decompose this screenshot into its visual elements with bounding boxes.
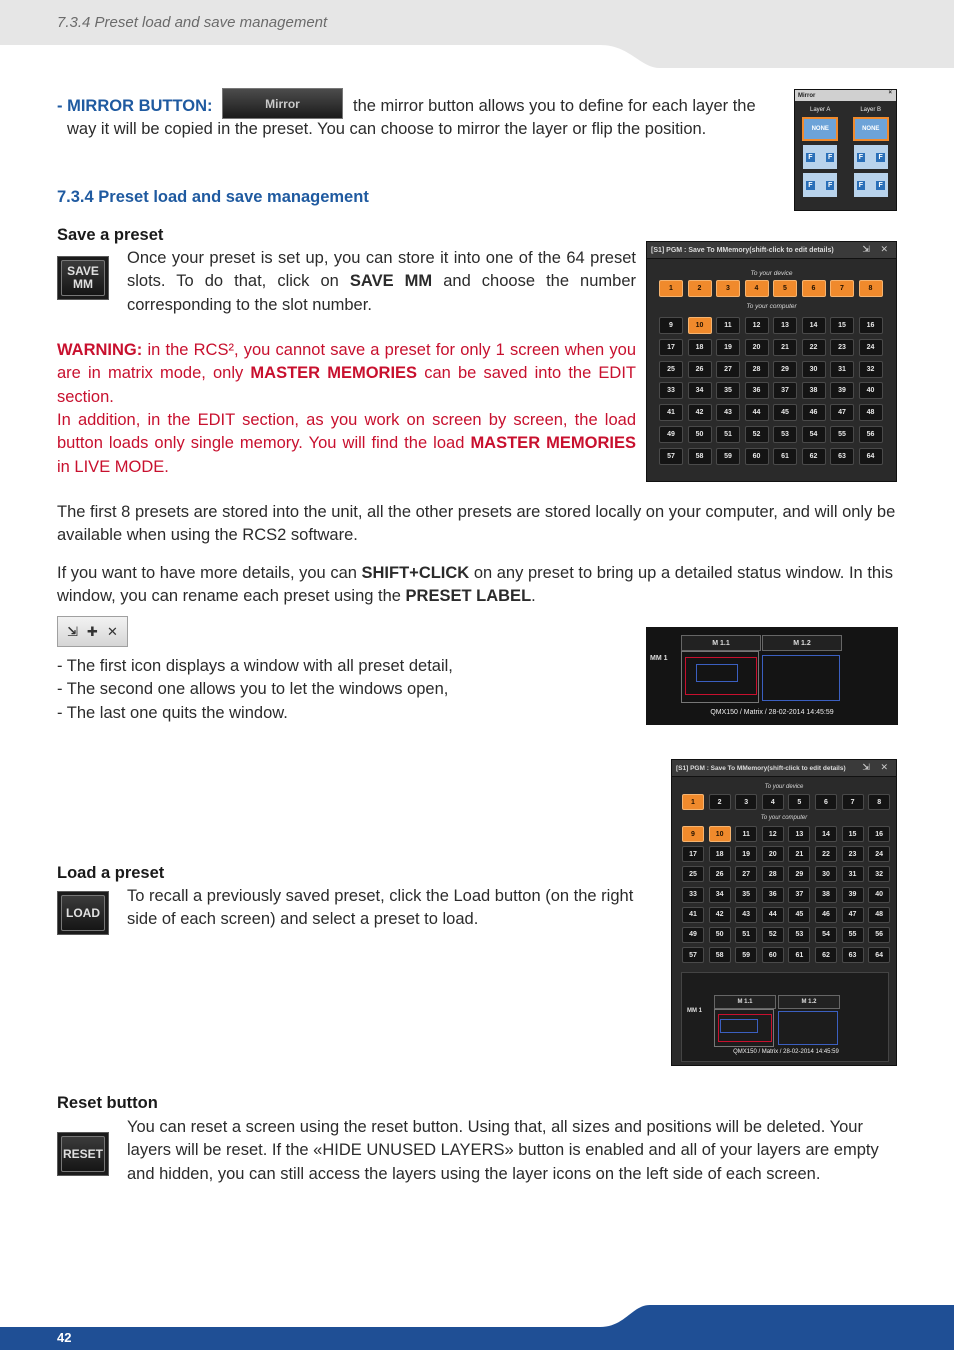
preset-slot-9[interactable]: 9 bbox=[682, 826, 704, 842]
preset-slot-47[interactable]: 47 bbox=[842, 907, 864, 923]
mm-cell-2 bbox=[762, 655, 840, 701]
mm-col1-header: M 1.1 bbox=[681, 635, 761, 651]
preset-slot-3[interactable]: 3 bbox=[735, 794, 757, 810]
preset-slot-31[interactable]: 31 bbox=[830, 361, 854, 378]
preset-slot-20[interactable]: 20 bbox=[762, 846, 784, 862]
preset-slot-35[interactable]: 35 bbox=[716, 382, 740, 399]
save-window-titlebar bbox=[647, 242, 896, 259]
preset-slot-22[interactable]: 22 bbox=[802, 339, 826, 356]
preset-slot-30[interactable]: 30 bbox=[802, 361, 826, 378]
preset-slot-28[interactable]: 28 bbox=[745, 361, 769, 378]
save-title: Save a preset bbox=[57, 226, 164, 244]
preset-slot-52[interactable]: 52 bbox=[762, 927, 784, 943]
preset-slot-64[interactable]: 64 bbox=[859, 448, 883, 465]
preset-slot-27[interactable]: 27 bbox=[716, 361, 740, 378]
preset-slot-38[interactable]: 38 bbox=[815, 887, 837, 903]
load-title: Load a preset bbox=[57, 864, 165, 882]
preset-slot-16[interactable]: 16 bbox=[859, 317, 883, 334]
preset-slot-56[interactable]: 56 bbox=[859, 426, 883, 443]
detail-icon[interactable]: ⇲ bbox=[67, 623, 79, 639]
preset-slot-40[interactable]: 40 bbox=[868, 887, 890, 903]
preset-slot-53[interactable]: 53 bbox=[788, 927, 810, 943]
preset-slot-2[interactable]: 2 bbox=[709, 794, 731, 810]
preset-slot-16[interactable]: 16 bbox=[868, 826, 890, 842]
preset-slot-10[interactable]: 10 bbox=[709, 826, 731, 842]
reset-text: You can reset a screen using the reset button. Using that, all sizes and positions will be deleted. Your layers will be reset. If the «HIDE UNUSED LAYERS» button is enabled and all of your layers are empty and hidden, you can still access the layers using the layer icons on the left side of each screen. bbox=[127, 1118, 879, 1183]
preset-slot-11[interactable]: 11 bbox=[735, 826, 757, 842]
preset-slot-39[interactable]: 39 bbox=[830, 382, 854, 399]
preset-slot-36[interactable]: 36 bbox=[745, 382, 769, 399]
preset-slot-35[interactable]: 35 bbox=[735, 887, 757, 903]
preset-slot-60[interactable]: 60 bbox=[745, 448, 769, 465]
preset-slot-25[interactable]: 25 bbox=[659, 361, 683, 378]
preset-slot-32[interactable]: 32 bbox=[859, 361, 883, 378]
preset-slot-22[interactable]: 22 bbox=[815, 846, 837, 862]
preset-slot-59[interactable]: 59 bbox=[735, 947, 757, 963]
reset-title: Reset button bbox=[57, 1094, 158, 1112]
mirror-button bbox=[222, 88, 343, 119]
preset-slot-42[interactable]: 42 bbox=[688, 404, 712, 421]
preset-slot-54[interactable]: 54 bbox=[815, 927, 837, 943]
preset-slot-12[interactable]: 12 bbox=[762, 826, 784, 842]
preset-slot-37[interactable]: 37 bbox=[788, 887, 810, 903]
preset-slot-41[interactable]: 41 bbox=[682, 907, 704, 923]
mm-cell-1 bbox=[714, 1009, 774, 1047]
flip-icon: F bbox=[858, 153, 864, 161]
reset-button-label: RESET bbox=[62, 1146, 103, 1161]
preset-slot-62[interactable]: 62 bbox=[802, 448, 826, 465]
load-button-label: LOAD bbox=[66, 905, 100, 920]
mirror-window bbox=[794, 89, 897, 211]
to-device-caption: To your device bbox=[750, 270, 793, 277]
flip-icon: F bbox=[878, 181, 883, 189]
mirror-text-line2: way it will be copied in the preset. You can choose to mirror the layer or flip the position. bbox=[67, 120, 707, 138]
mirror-flip-b2[interactable] bbox=[854, 173, 888, 197]
save-mm-button bbox=[57, 256, 109, 300]
preset-slot-14[interactable]: 14 bbox=[802, 317, 826, 334]
mirror-flip-a1[interactable] bbox=[803, 145, 837, 169]
computer-slot-grid bbox=[682, 826, 896, 963]
preset-slot-29[interactable]: 29 bbox=[773, 361, 797, 378]
save-window-detail-title: [S1] PGM : Save To MMemory(shift-click to edit details) bbox=[676, 764, 846, 772]
paragraph-shift-click: If you want to have more details, you can SHIFT+CLICK on any preset to bring up a detailed status window. In this window, you can rename each preset using the PRESET LABEL. bbox=[57, 564, 893, 606]
mm-col2-header: M 1.2 bbox=[762, 635, 842, 651]
save-text: Once your preset is set up, you can store it into one of the 64 preset slots. To do that, click on SAVE MM and choose the number corresponding to the slot number. bbox=[127, 249, 637, 314]
mirror-none-button-a[interactable]: NONE bbox=[802, 117, 838, 141]
preset-slot-47[interactable]: 47 bbox=[830, 404, 854, 421]
to-computer-caption: To your computer bbox=[760, 815, 808, 821]
preset-slot-62[interactable]: 62 bbox=[815, 947, 837, 963]
preset-slot-26[interactable]: 26 bbox=[709, 866, 731, 882]
preset-slot-20[interactable]: 20 bbox=[745, 339, 769, 356]
preset-slot-1[interactable]: 1 bbox=[682, 794, 704, 810]
preset-slot-9[interactable]: 9 bbox=[659, 317, 683, 334]
mm-col1-header: M 1.1 bbox=[714, 995, 776, 1009]
mm-cell-1 bbox=[681, 651, 759, 703]
preset-slot-28[interactable]: 28 bbox=[762, 866, 784, 882]
preset-slot-10[interactable]: 10 bbox=[688, 317, 712, 334]
preset-slot-42[interactable]: 42 bbox=[709, 907, 731, 923]
preset-slot-60[interactable]: 60 bbox=[762, 947, 784, 963]
window-tool-strip bbox=[57, 616, 128, 647]
preset-slot-23[interactable]: 23 bbox=[842, 846, 864, 862]
preset-slot-57[interactable]: 57 bbox=[659, 448, 683, 465]
mm-row-label: MM 1 bbox=[687, 1008, 702, 1014]
preset-slot-56[interactable]: 56 bbox=[868, 927, 890, 943]
preset-slot-61[interactable]: 61 bbox=[788, 947, 810, 963]
preset-slot-37[interactable]: 37 bbox=[773, 382, 797, 399]
preset-slot-40[interactable]: 40 bbox=[859, 382, 883, 399]
icon-list-item: - The last one quits the window. bbox=[57, 703, 288, 722]
preset-slot-54[interactable]: 54 bbox=[802, 426, 826, 443]
preset-slot-39[interactable]: 39 bbox=[842, 887, 864, 903]
preset-slot-44[interactable]: 44 bbox=[745, 404, 769, 421]
preset-slot-13[interactable]: 13 bbox=[788, 826, 810, 842]
preset-slot-51[interactable]: 51 bbox=[735, 927, 757, 943]
device-slot-grid bbox=[659, 280, 896, 297]
to-computer-caption: To your computer bbox=[746, 303, 797, 310]
preset-slot-6[interactable]: 6 bbox=[815, 794, 837, 810]
preset-slot-5[interactable]: 5 bbox=[788, 794, 810, 810]
preset-slot-15[interactable]: 15 bbox=[842, 826, 864, 842]
window-controls-icon: ⇲ ✕ bbox=[862, 762, 892, 772]
close-icon: × bbox=[888, 90, 892, 96]
preset-slot-19[interactable]: 19 bbox=[735, 846, 757, 862]
load-button bbox=[57, 891, 109, 935]
layer-frame bbox=[696, 664, 738, 682]
preset-slot-45[interactable]: 45 bbox=[788, 907, 810, 923]
mm-status: QMX150 / Matrix / 28-02-2014 14:45:59 bbox=[710, 709, 834, 716]
preset-slot-57[interactable]: 57 bbox=[682, 947, 704, 963]
preset-slot-19[interactable]: 19 bbox=[716, 339, 740, 356]
preset-slot-43[interactable]: 43 bbox=[735, 907, 757, 923]
preset-slot-17[interactable]: 17 bbox=[659, 339, 683, 356]
preset-slot-13[interactable]: 13 bbox=[773, 317, 797, 334]
save-window bbox=[646, 241, 897, 482]
mirror-none-row bbox=[795, 117, 896, 141]
preset-slot-43[interactable]: 43 bbox=[716, 404, 740, 421]
preset-slot-52[interactable]: 52 bbox=[745, 426, 769, 443]
mm-row-label: MM 1 bbox=[650, 655, 668, 662]
preset-slot-17[interactable]: 17 bbox=[682, 846, 704, 862]
mm-cell-2 bbox=[778, 1011, 838, 1045]
save-window-detail bbox=[671, 759, 897, 1066]
preset-slot-61[interactable]: 61 bbox=[773, 448, 797, 465]
mirror-window-title: Mirror bbox=[798, 92, 816, 99]
mirror-flip-a2[interactable] bbox=[803, 173, 837, 197]
flip-icon: F bbox=[858, 181, 864, 189]
mirror-button-label: Mirror bbox=[265, 96, 300, 111]
preset-slot-1[interactable]: 1 bbox=[659, 280, 683, 297]
mirror-none-button-b[interactable]: NONE bbox=[853, 117, 889, 141]
preset-slot-6[interactable]: 6 bbox=[802, 280, 826, 297]
layer-frame bbox=[720, 1019, 758, 1033]
preset-slot-4[interactable]: 4 bbox=[762, 794, 784, 810]
page-number: 42 bbox=[57, 1330, 72, 1345]
preset-slot-8[interactable]: 8 bbox=[859, 280, 883, 297]
save-mm-line2: MM bbox=[73, 277, 93, 291]
mirror-window-titlebar bbox=[795, 90, 896, 101]
save-window-title: [S1] PGM : Save To MMemory(shift-click to edit details) bbox=[651, 246, 834, 254]
preset-slot-58[interactable]: 58 bbox=[709, 947, 731, 963]
mm-col2-header: M 1.2 bbox=[778, 995, 840, 1009]
computer-slot-grid bbox=[659, 317, 896, 465]
save-mm-line1: SAVE bbox=[67, 264, 99, 278]
preset-slot-64[interactable]: 64 bbox=[868, 947, 890, 963]
preset-slot-63[interactable]: 63 bbox=[830, 448, 854, 465]
layer-b-label: Layer B bbox=[860, 107, 881, 113]
preset-slot-44[interactable]: 44 bbox=[762, 907, 784, 923]
icon-list-item: - The second one allows you to let the windows open, bbox=[57, 680, 449, 699]
mirror-flip-b1[interactable] bbox=[854, 145, 888, 169]
preset-slot-49[interactable]: 49 bbox=[682, 927, 704, 943]
layer-a-label: Layer A bbox=[809, 107, 831, 113]
preset-slot-50[interactable]: 50 bbox=[688, 426, 712, 443]
preset-slot-14[interactable]: 14 bbox=[815, 826, 837, 842]
preset-slot-55[interactable]: 55 bbox=[830, 426, 854, 443]
preset-slot-46[interactable]: 46 bbox=[815, 907, 837, 923]
mirror-label: - MIRROR BUTTON: bbox=[57, 97, 213, 115]
flip-icon: F bbox=[827, 181, 833, 189]
preset-slot-33[interactable]: 33 bbox=[659, 382, 683, 399]
preset-slot-24[interactable]: 24 bbox=[868, 846, 890, 862]
preset-slot-11[interactable]: 11 bbox=[716, 317, 740, 334]
preset-slot-41[interactable]: 41 bbox=[659, 404, 683, 421]
preset-slot-63[interactable]: 63 bbox=[842, 947, 864, 963]
preset-slot-21[interactable]: 21 bbox=[773, 339, 797, 356]
preset-slot-59[interactable]: 59 bbox=[716, 448, 740, 465]
preset-slot-45[interactable]: 45 bbox=[773, 404, 797, 421]
preset-slot-34[interactable]: 34 bbox=[688, 382, 712, 399]
flip-icon: F bbox=[808, 181, 813, 189]
preset-slot-48[interactable]: 48 bbox=[868, 907, 890, 923]
preset-slot-27[interactable]: 27 bbox=[735, 866, 757, 882]
save-window-detail-titlebar bbox=[672, 760, 896, 777]
preset-slot-4[interactable]: 4 bbox=[745, 280, 769, 297]
reset-button bbox=[57, 1132, 109, 1176]
preset-slot-26[interactable]: 26 bbox=[688, 361, 712, 378]
window-controls-icon: ⇲ ✕ bbox=[862, 244, 892, 254]
preset-slot-30[interactable]: 30 bbox=[815, 866, 837, 882]
preset-slot-51[interactable]: 51 bbox=[716, 426, 740, 443]
preset-slot-23[interactable]: 23 bbox=[830, 339, 854, 356]
warning-text: WARNING: in the RCS², you cannot save a preset for only 1 screen when you are in matrix mode, only MASTER MEMORIES can be saved into the EDIT section. bbox=[57, 341, 637, 406]
preset-slot-18[interactable]: 18 bbox=[688, 339, 712, 356]
flip-icon: F bbox=[808, 153, 813, 161]
icon-list-item: - The first icon displays a window with all preset detail, bbox=[57, 657, 453, 675]
mirror-text-line1: the mirror button allows you to define for each layer the bbox=[353, 97, 756, 115]
flip-icon: F bbox=[827, 153, 833, 161]
paragraph-stored: The first 8 presets are stored into the unit, all the other presets are stored locally on your computer, and will only be available when using the RCS2 software. bbox=[57, 503, 896, 545]
preset-slot-7[interactable]: 7 bbox=[842, 794, 864, 810]
preset-slot-5[interactable]: 5 bbox=[773, 280, 797, 297]
load-text: To recall a previously saved preset, click the Load button (on the right side of each screen) and select a preset to load. bbox=[127, 887, 634, 929]
mirror-flip-row-1 bbox=[795, 145, 896, 169]
icon-list bbox=[57, 655, 617, 725]
to-device-caption: To your device bbox=[764, 784, 804, 790]
preset-slot-31[interactable]: 31 bbox=[842, 866, 864, 882]
preset-slot-32[interactable]: 32 bbox=[868, 866, 890, 882]
mm-status: QMX150 / Matrix / 28-02-2014 14:45:59 bbox=[733, 1049, 839, 1055]
preset-slot-15[interactable]: 15 bbox=[830, 317, 854, 334]
preset-slot-29[interactable]: 29 bbox=[788, 866, 810, 882]
preset-slot-7[interactable]: 7 bbox=[830, 280, 854, 297]
header-bar bbox=[0, 0, 954, 68]
warning2-text: In addition, in the EDIT section, as you work on screen by screen, the load button loads only single memory. You will find the load MASTER MEMORIES in LIVE MODE. bbox=[57, 411, 637, 476]
preset-slot-53[interactable]: 53 bbox=[773, 426, 797, 443]
pin-icon[interactable]: ✚ bbox=[87, 623, 98, 639]
preset-slot-24[interactable]: 24 bbox=[859, 339, 883, 356]
preset-slot-50[interactable]: 50 bbox=[709, 927, 731, 943]
preset-slot-55[interactable]: 55 bbox=[842, 927, 864, 943]
close-icon[interactable]: ✕ bbox=[106, 623, 118, 639]
section-title: 7.3.4 Preset load and save management bbox=[57, 188, 369, 206]
mirror-flip-row-2 bbox=[795, 173, 896, 197]
header-title: 7.3.4 Preset load and save management bbox=[57, 14, 328, 31]
flip-icon: F bbox=[878, 153, 883, 161]
preset-slot-38[interactable]: 38 bbox=[802, 382, 826, 399]
mm-detail-panel bbox=[681, 972, 889, 1062]
preset-slot-12[interactable]: 12 bbox=[745, 317, 769, 334]
preset-slot-33[interactable]: 33 bbox=[682, 887, 704, 903]
preset-slot-25[interactable]: 25 bbox=[682, 866, 704, 882]
mirror-layer-headers bbox=[795, 107, 896, 113]
preset-slot-34[interactable]: 34 bbox=[709, 887, 731, 903]
preset-slot-58[interactable]: 58 bbox=[688, 448, 712, 465]
preset-slot-2[interactable]: 2 bbox=[688, 280, 712, 297]
preset-slot-49[interactable]: 49 bbox=[659, 426, 683, 443]
device-slot-grid bbox=[682, 794, 896, 810]
preset-slot-48[interactable]: 48 bbox=[859, 404, 883, 421]
preset-slot-46[interactable]: 46 bbox=[802, 404, 826, 421]
preset-slot-3[interactable]: 3 bbox=[716, 280, 740, 297]
mm-detail-window bbox=[646, 627, 898, 725]
footer-bar bbox=[0, 1305, 954, 1350]
preset-slot-21[interactable]: 21 bbox=[788, 846, 810, 862]
preset-slot-8[interactable]: 8 bbox=[868, 794, 890, 810]
preset-slot-36[interactable]: 36 bbox=[762, 887, 784, 903]
preset-slot-18[interactable]: 18 bbox=[709, 846, 731, 862]
